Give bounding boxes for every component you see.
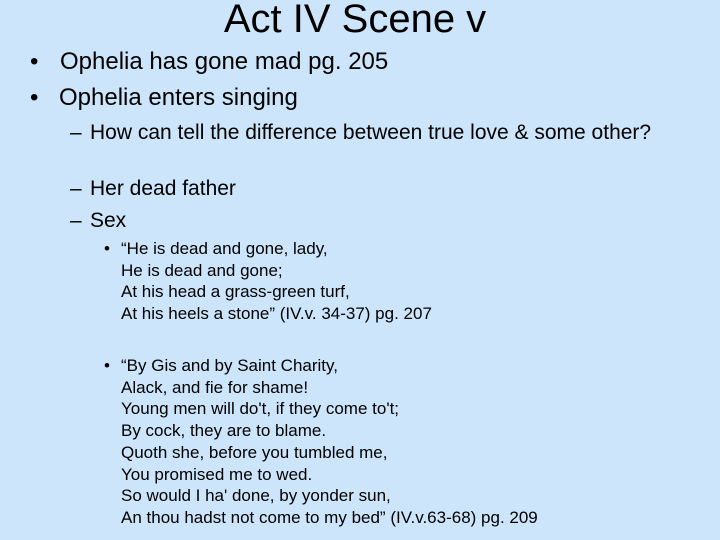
bullet-ophelia-singing [0, 79, 700, 117]
subbullet-dead-father [70, 176, 710, 202]
subbullet-true-love [70, 120, 710, 172]
bullet-marker: • [30, 84, 39, 111]
bullet-text: Ophelia enters singing [59, 84, 298, 111]
dash-marker: – [70, 177, 82, 200]
quote-text: “He is dead and gone, lady, He is dead and gone; At his head a grass-green turf, At his heels a stone” (IV.v. 34-37) pg. 207 [121, 239, 432, 324]
dash-marker: – [70, 121, 82, 144]
subbullet-text: Sex [90, 209, 127, 232]
quote-saint-charity [104, 355, 704, 533]
subbullet-text: Her dead father [90, 177, 236, 200]
dash-marker: – [70, 209, 82, 232]
quote-marker: • [104, 356, 110, 375]
bullet-ophelia-mad [0, 43, 700, 81]
bullet-marker: • [30, 48, 39, 75]
subbullet-sex [70, 208, 710, 234]
slide-title: Act IV Scene v [223, 0, 487, 41]
quote-text: “By Gis and by Saint Charity, Alack, and fie for shame! Young men will do't, if they come to't; By cock, they are to blame. Quoth she, before you tumbled me, You promised me to wed. So would I ha' done, by yonder sun, An thou hadst not come to my bed” (IV.v.63-68) pg. 209 [121, 356, 538, 527]
quote-marker: • [104, 239, 110, 258]
quote-dead-and-gone [104, 238, 704, 328]
subbullet-text: How can tell the difference between true love & some other? [90, 121, 652, 144]
bullet-text: Ophelia has gone mad pg. 205 [60, 48, 389, 75]
